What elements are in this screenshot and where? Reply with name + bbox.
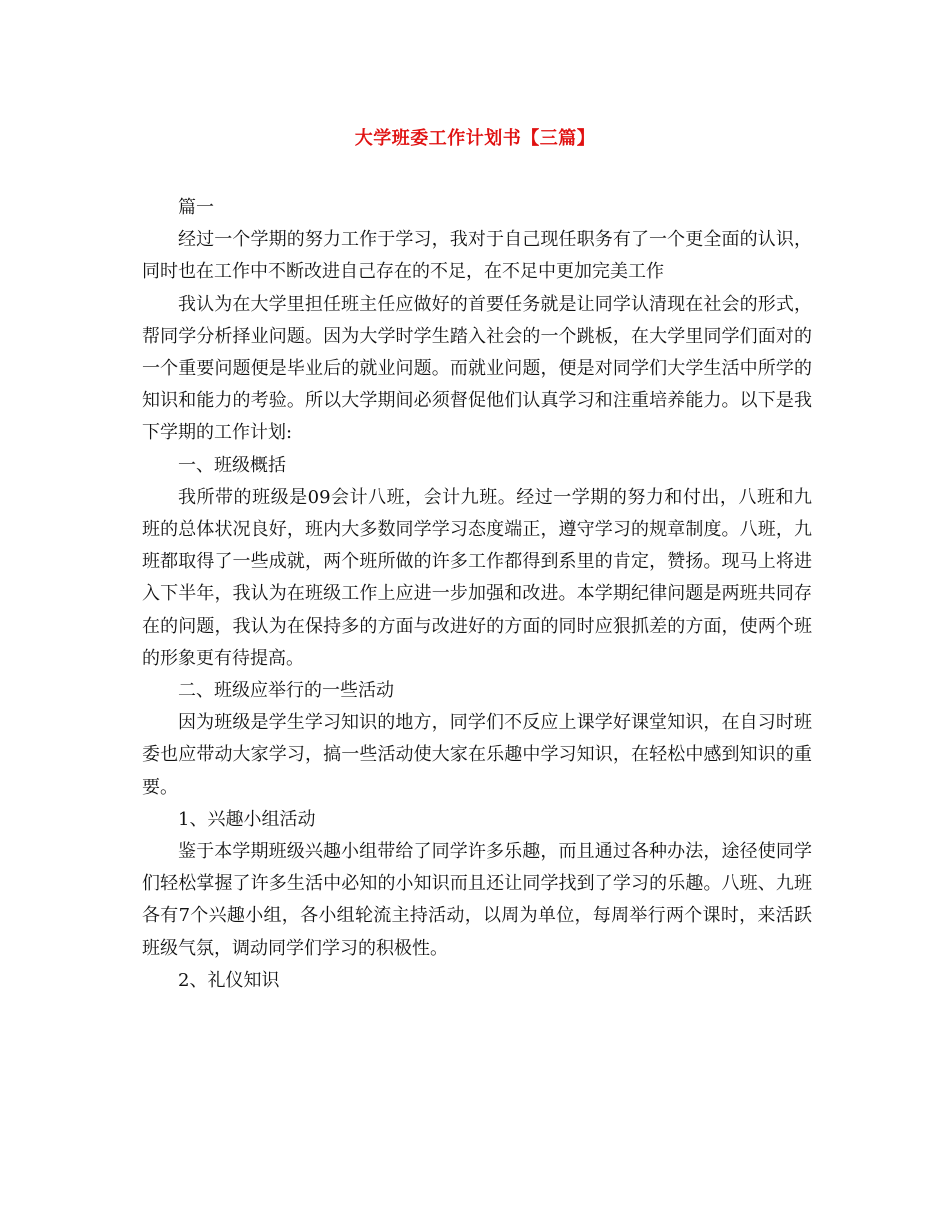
paragraph-main-task: 我认为在大学里担任班主任应做好的首要任务就是让同学认清现在社会的形式，帮同学分析择业问题。因为大学时学生踏入社会的一个跳板，在大学里同学们面对的一个重要问题便是毕业后的就业问题。而就业问题，便是对同学们大学生活中所学的知识和能力的考验。所以大学期间必须督促他们认真学习和注重培养能力。以下是我下学期的工作计划: bbox=[142, 293, 812, 444]
paragraph-intro: 经过一个学期的努力工作于学习，我对于自己现任职务有了一个更全面的认识，同时也在工作中不断改进自己存在的不足，在不足中更加完美工作 bbox=[142, 229, 812, 283]
paragraph-interest-groups: 鉴于本学期班级兴趣小组带给了同学许多乐趣，而且通过各种办法，途径使同学们轻松掌握了许多生活中必知的小知识而且还让同学找到了学习的乐趣。八班、九班各有7个兴趣小组，各小组轮流主持活动，以周为单位，每周举行两个课时，来活跃班级气氛，调动同学们学习的积极性。 bbox=[142, 841, 812, 959]
paragraph-class-overview: 我所带的班级是09会计八班，会计九班。经过一学期的努力和付出，八班和九班的总体状况良好，班内大多数同学学习态度端正，遵守学习的规章制度。八班，九班都取得了一些成就，两个班所做的许多工作都得到系里的肯定，赞扬。现马上将进入下半年，我认为在班级工作上应进一步加强和改进。本学期纪律问题是两班共同存在的问题，我认为在保持多的方面与改进好的方面的同时应狠抓差的方面，使两个班的形象更有待提高。 bbox=[142, 486, 812, 669]
heading-etiquette: 2、礼仪知识 bbox=[178, 969, 280, 991]
document-body bbox=[142, 192, 812, 997]
heading-class-activities: 二、班级应举行的一些活动 bbox=[178, 680, 394, 702]
document-title: 大学班委工作计划书【三篇】 bbox=[354, 128, 596, 149]
heading-interest-groups: 1、兴趣小组活动 bbox=[178, 808, 316, 830]
heading-class-overview: 一、班级概括 bbox=[178, 454, 286, 476]
section-heading-part-one: 篇一 bbox=[178, 197, 214, 218]
paragraph-class-activities: 因为班级是学生学习知识的地方，同学们不反应上课学好课堂知识，在自习时班委也应带动大家学习，搞一些活动使大家在乐趣中学习知识，在轻松中感到知识的重要。 bbox=[142, 712, 812, 798]
